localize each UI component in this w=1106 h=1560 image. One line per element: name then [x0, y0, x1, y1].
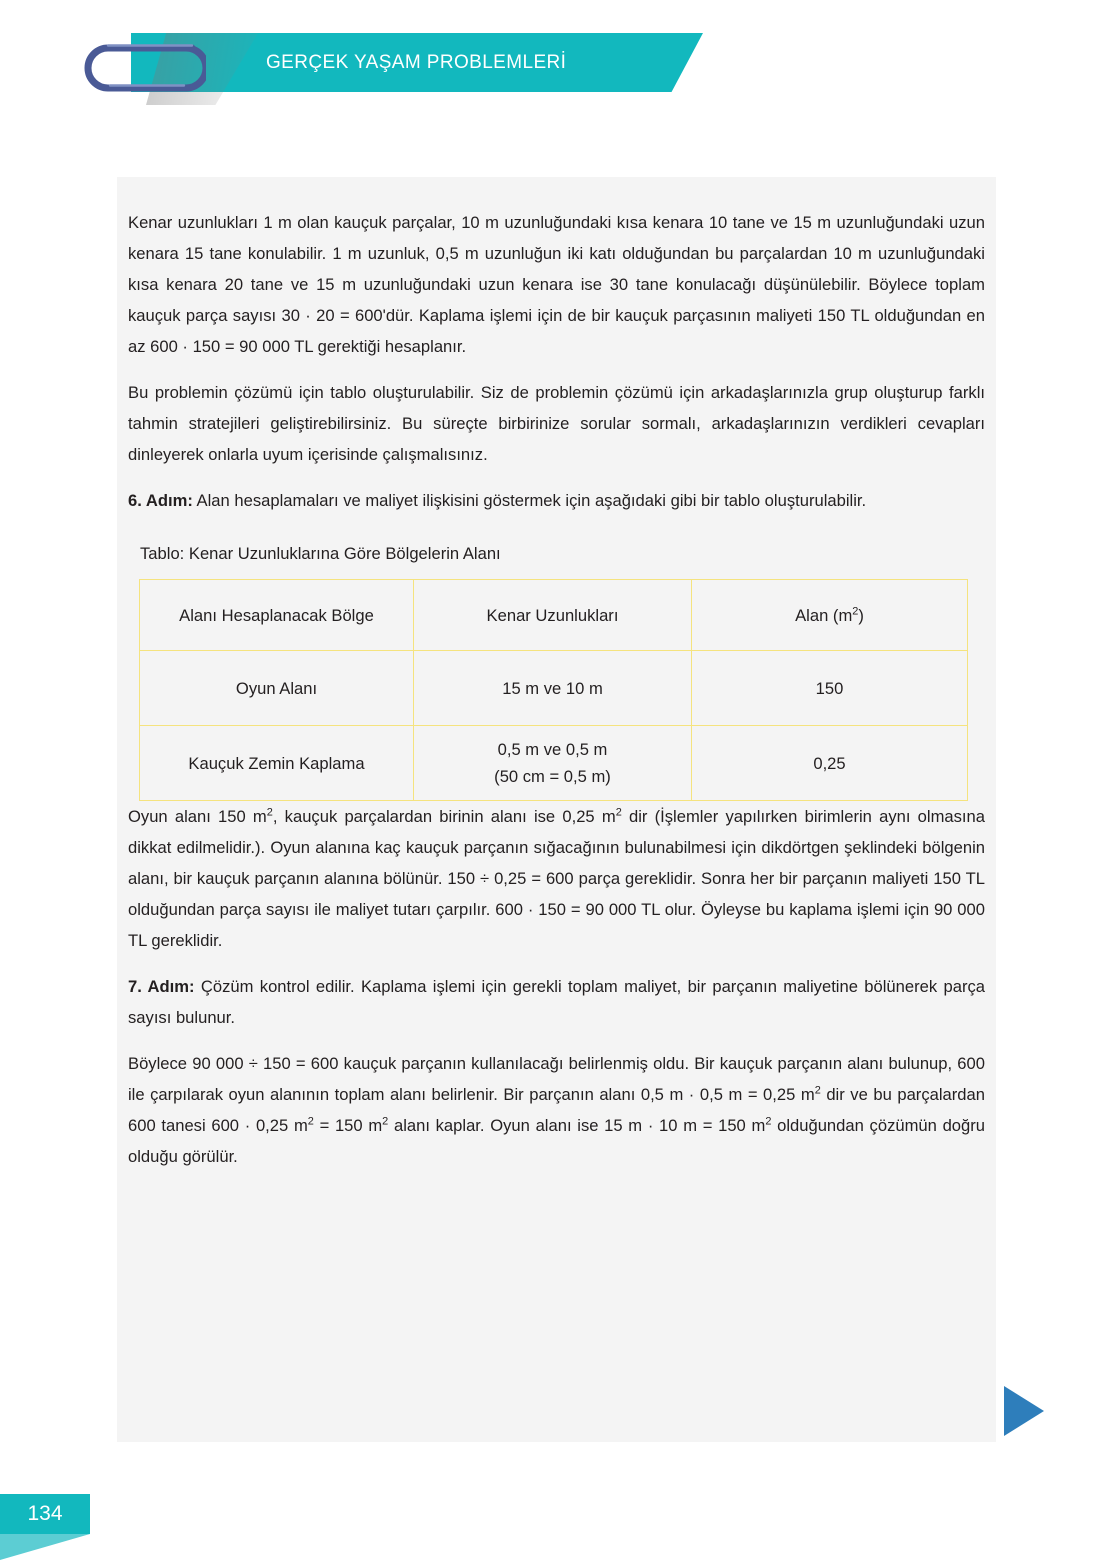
- area-expl-a: Oyun alanı 150 m: [128, 807, 267, 826]
- table-caption: Tablo: Kenar Uzunluklarına Göre Bölgelerin Alanı: [140, 544, 501, 563]
- final-c: = 150 m: [313, 1116, 383, 1135]
- table-header-area-prefix: Alan (m: [795, 605, 853, 625]
- area-expl-sup-1: 2: [266, 806, 273, 819]
- paperclip-icon: [74, 22, 206, 102]
- final-b: dir ve bu parçalardan 600 tanesi 600 · 0,25 m: [128, 1085, 985, 1135]
- table-header-region: Alanı Hesaplanacak Bölge: [140, 580, 414, 651]
- paragraph-group-work: Bu problemin çözümü için tablo oluşturulabilir. Siz de problemin çözümü için arkadaşlarınızla grup oluşturup farklı tahmin stratejileri geliştirebilirsiniz. Bu süreçte birbirinize sorular sormalı, arkadaşlarınızın verdikleri cevapları dinleyerek onlarla uyum içerisinde çalışmalısınız.: [128, 383, 985, 464]
- area-expl-c: dir (İşlemler yapılırken birimlerin aynı olmasına dikkat edilmelidir.). Oyun alanına kaç kauçuk parçanın sığacağının bulunabilmesi için dikdörtgen şeklindeki bölgenin alanı, bir kauçuk parçanın alanına bölünür. 150 ÷ 0,25 = 600 parça gereklidir. Sonra her bir parçanın maliyeti 150 TL olduğundan parça sayısı ile maliyet tutarı çarpılır. 600 · 150 = 90 000 TL olur. Öyleyse bu kaplama işlemi için 90 000 TL gereklidir.: [128, 807, 985, 950]
- area-table: [139, 579, 968, 801]
- final-sup-3: 2: [382, 1115, 389, 1128]
- area-expl-b: , kauçuk parçalardan birinin alanı ise 0,25 m: [272, 807, 616, 826]
- final-d: alanı kaplar. Oyun alanı ise 15 m · 10 m = 150 m: [388, 1116, 766, 1135]
- step-6-label: 6. Adım:: [128, 491, 193, 510]
- area-expl-sup-2: 2: [615, 806, 622, 819]
- final-sup-1: 2: [814, 1084, 821, 1097]
- step-6-text: Alan hesaplamaları ve maliyet ilişkisini göstermek için aşağıdaki gibi bir tablo oluşturulabilir.: [192, 491, 867, 510]
- content-inner: [128, 207, 985, 1172]
- table-row: [140, 726, 968, 801]
- final-sup-4: 2: [765, 1115, 772, 1128]
- header-title: GERÇEK YAŞAM PROBLEMLERİ: [266, 52, 567, 73]
- cell-region-2: Kauçuk Zemin Kaplama: [140, 726, 414, 801]
- table-header-row: [140, 580, 968, 651]
- paragraph-step-6: [128, 485, 985, 516]
- step-7-label: 7. Adım:: [128, 977, 195, 996]
- step-7-text: Çözüm kontrol edilir. Kaplama işlemi için gerekli toplam maliyet, bir parçanın maliyetine bölünerek parça sayısı bulunur.: [128, 977, 985, 1027]
- table-header-area-sup: 2: [852, 604, 859, 617]
- table-header-area: [692, 580, 968, 651]
- cell-region-1: Oyun Alanı: [140, 651, 414, 726]
- cell-side-lengths-2-main: 0,5 m ve 0,5 m: [497, 740, 608, 759]
- table-row: [140, 651, 968, 726]
- paragraph-step-7: [128, 971, 985, 1033]
- paragraph-intro: Kenar uzunlukları 1 m olan kauçuk parçalar, 10 m uzunluğundaki kısa kenara 10 tane ve 15 m uzunluğundaki uzun kenara 15 tane konulabilir. 1 m uzunluk, 0,5 m uzunluğun iki katı olduğundan bu parçalardan 10 m uzunluğundaki kısa kenara 20 tane ve 15 m uzunluğundaki uzun kenara ise 30 tane konulacağı düşünülebilir. Böylece toplam kauçuk parça sayısı 30 · 20 = 600'dür. Kaplama işlemi için de bir kauçuk parçasının maliyeti 150 TL olduğundan en az 600 · 150 = 90 000 TL gerektiği hesaplanır.: [128, 213, 985, 356]
- table-header-side-lengths: Kenar Uzunlukları: [414, 580, 692, 651]
- next-arrow-icon[interactable]: [1004, 1386, 1044, 1436]
- final-sup-2: 2: [307, 1115, 314, 1128]
- page-tab-fold: [0, 1534, 90, 1560]
- final-a: Böylece 90 000 ÷ 150 = 600 kauçuk parçanın kullanılacağı belirlenmiş oldu. Bir kauçuk parçanın alanı bulunup, 600 ile çarpılarak oyun alanının toplam alanı belirlenir. Bir parçanın alanı 0,5 m · 0,5 m = 0,25 m: [128, 1054, 985, 1104]
- paragraph-area-explanation: [128, 801, 985, 956]
- final-e: olduğundan çözümün doğru olduğu görülür.: [128, 1116, 986, 1166]
- cell-area-1: 150: [692, 651, 968, 726]
- cell-side-lengths-1: 15 m ve 10 m: [414, 651, 692, 726]
- cell-area-2: 0,25: [692, 726, 968, 801]
- table-header-area-suffix: ): [858, 605, 864, 625]
- paragraph-verification: [128, 1048, 985, 1172]
- cell-side-lengths-2: [414, 726, 692, 801]
- cell-side-lengths-2-note: (50 cm = 0,5 m): [494, 767, 611, 786]
- content-panel: [117, 177, 996, 1442]
- page-number: 134: [27, 1502, 63, 1525]
